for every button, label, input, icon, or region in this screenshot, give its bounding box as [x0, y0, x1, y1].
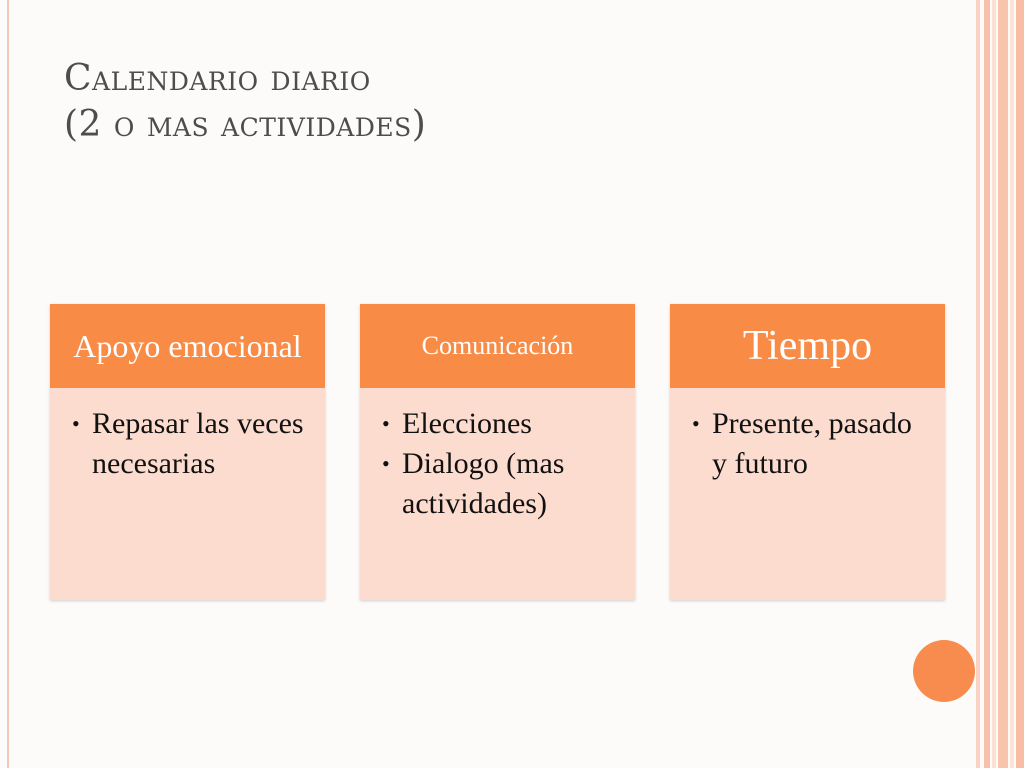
right-stripe-decoration [984, 0, 990, 768]
right-stripe-decoration [1010, 0, 1014, 768]
right-stripe-decoration [998, 0, 1008, 768]
right-stripe-decoration [1016, 0, 1024, 768]
left-border-decoration [7, 0, 9, 768]
bullet-list [50, 388, 325, 484]
bullet-list [670, 388, 945, 484]
card-body [50, 388, 325, 600]
card-comunicacion [360, 304, 635, 600]
card-body [670, 388, 945, 600]
card-header: Comunicación [360, 304, 635, 388]
card-header: Tiempo [670, 304, 945, 388]
circle-decoration [913, 640, 975, 702]
slide-title-line-1: Calendario diario [64, 58, 371, 99]
bullet-item: • Repasar las veces necesarias [72, 404, 309, 484]
card-body [360, 388, 635, 600]
right-stripe-decoration [992, 0, 996, 768]
card-tiempo [670, 304, 945, 600]
bullet-item: • Elecciones [382, 404, 619, 444]
bullet-item: • Presente, pasado y futuro [692, 404, 929, 484]
right-stripe-decoration [976, 0, 980, 768]
card-apoyo-emocional [50, 304, 325, 600]
bullet-item: • Dialogo (mas actividades) [382, 444, 619, 524]
card-header: Apoyo emocional [50, 304, 325, 388]
slide-title [64, 56, 426, 148]
bullet-list [360, 388, 635, 524]
slide-title-line-2: (2 o mas actividades) [64, 104, 427, 145]
